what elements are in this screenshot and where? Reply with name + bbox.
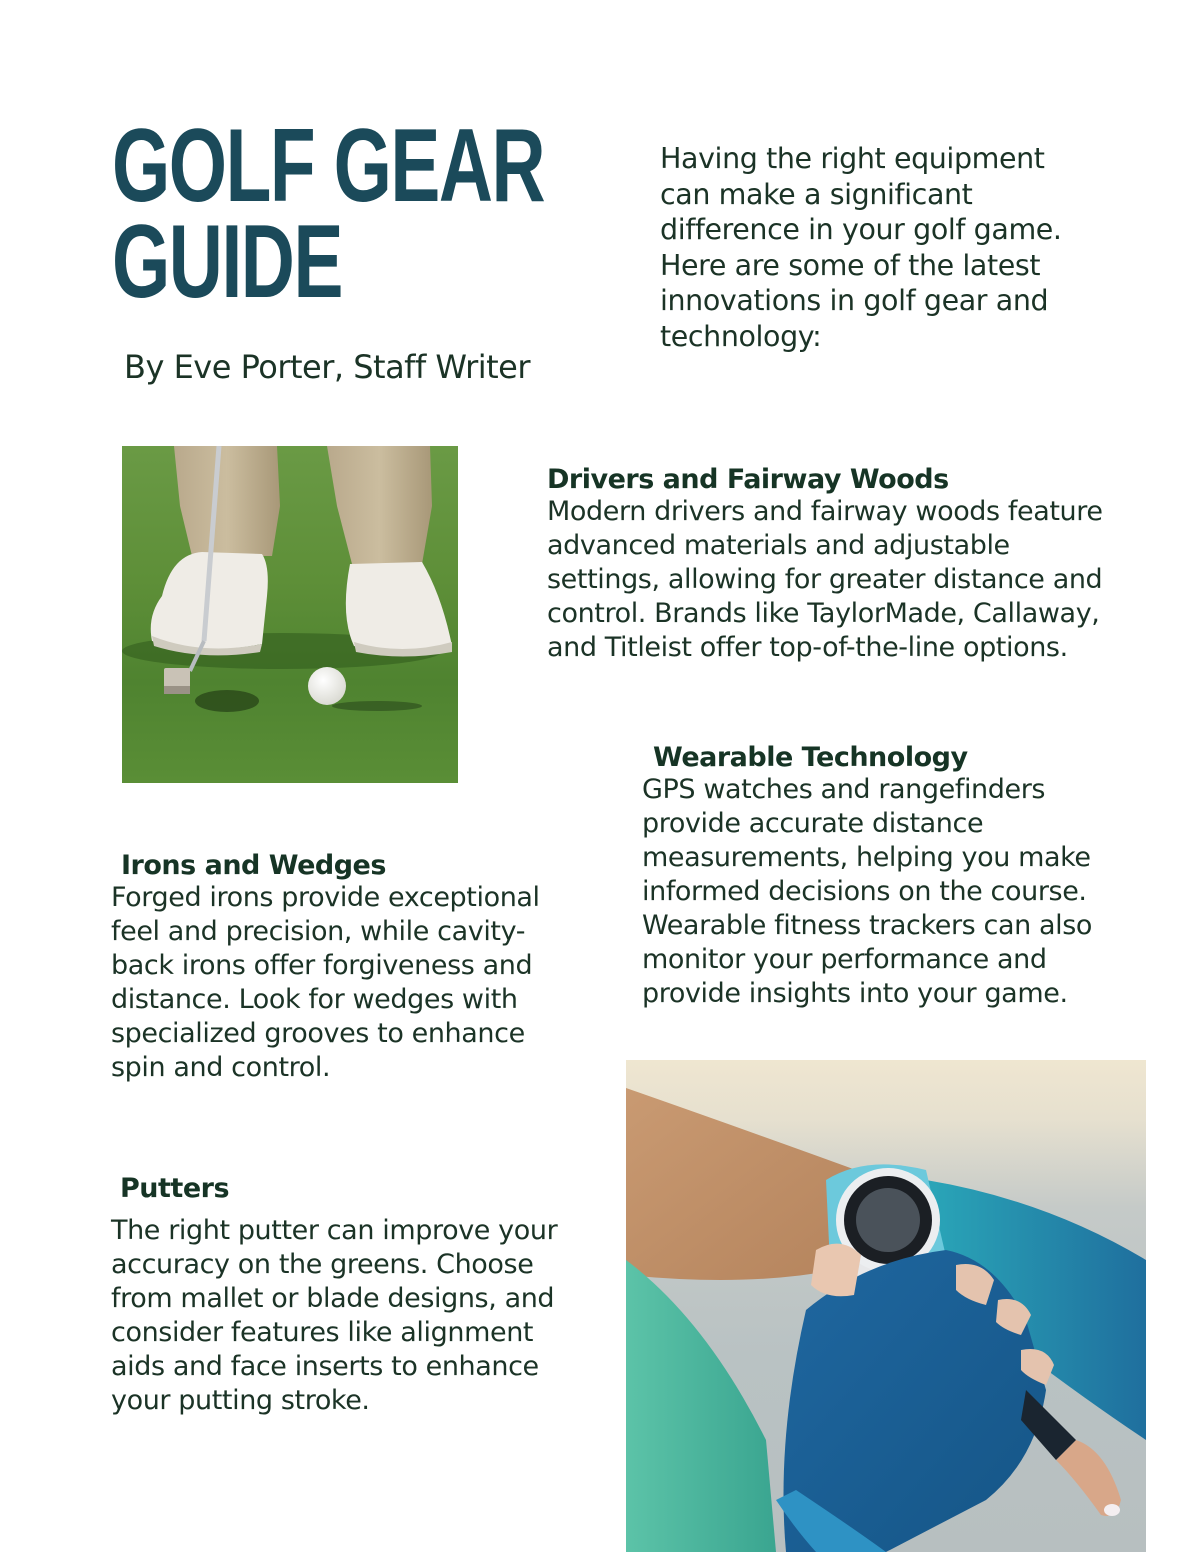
body-line: GPS watches and rangefinders	[642, 774, 1046, 805]
intro-line: innovations in golf gear and	[660, 284, 1049, 317]
body-line: and Titleist offer top-of-the-line options.	[547, 632, 1068, 663]
body-line: provide accurate distance	[642, 808, 984, 839]
title-line-1: GOLF GEAR	[112, 108, 545, 224]
body-line: The right putter can improve your	[111, 1215, 558, 1246]
body-line: from mallet or blade designs, and	[111, 1283, 555, 1314]
section-drivers	[547, 464, 1167, 665]
section-body	[547, 495, 1167, 665]
body-line: monitor your performance and	[642, 944, 1047, 975]
page-title	[112, 108, 545, 320]
section-body	[111, 881, 611, 1085]
section-heading: Wearable Technology	[653, 742, 968, 773]
body-line: advanced materials and adjustable	[547, 530, 1010, 561]
body-line: your putting stroke.	[111, 1385, 370, 1416]
watch-photo-illustration	[626, 1060, 1146, 1552]
intro-line: difference in your golf game.	[660, 213, 1062, 246]
section-body	[111, 1214, 611, 1418]
body-line: consider features like alignment	[111, 1317, 534, 1348]
body-line: control. Brands like TaylorMade, Callaway,	[547, 598, 1100, 629]
body-line: Wearable fitness trackers can also	[642, 910, 1093, 941]
body-line: feel and precision, while cavity-	[111, 916, 526, 947]
section-heading: Drivers and Fairway Woods	[547, 464, 949, 495]
body-line: back irons offer forgiveness and	[111, 950, 533, 981]
intro-line: technology:	[660, 319, 822, 353]
title-line-2: GUIDE	[112, 204, 342, 320]
body-line: spin and control.	[111, 1052, 331, 1083]
intro-line: Here are some of the latest	[660, 248, 1041, 282]
body-line: accuracy on the greens. Choose	[111, 1249, 534, 1280]
golf-photo-illustration	[122, 446, 458, 783]
body-line: distance. Look for wedges with	[111, 984, 518, 1015]
gps-watch-photo	[626, 1060, 1146, 1552]
golf-putting-photo	[122, 446, 458, 783]
intro-line: Having the right equipment	[660, 142, 1045, 175]
section-wearable-technology	[642, 742, 1162, 1011]
body-line: specialized grooves to enhance	[111, 1018, 525, 1049]
body-line: measurements, helping you make	[642, 842, 1091, 873]
body-line: Modern drivers and fairway woods feature	[547, 496, 1103, 527]
intro-line: can make a significant	[660, 177, 973, 211]
body-line: provide insights into your game.	[642, 978, 1068, 1009]
intro-paragraph	[660, 141, 1120, 354]
body-line: Forged irons provide exceptional	[111, 882, 540, 913]
body-line: settings, allowing for greater distance and	[547, 564, 1103, 595]
section-body	[642, 773, 1162, 1011]
section-putters	[111, 1173, 611, 1418]
body-line: informed decisions on the course.	[642, 876, 1087, 907]
body-line: aids and face inserts to enhance	[111, 1351, 539, 1382]
section-heading: Irons and Wedges	[121, 850, 386, 881]
section-irons-and-wedges	[111, 850, 611, 1085]
section-heading: Putters	[120, 1173, 230, 1204]
byline: By Eve Porter, Staff Writer	[124, 348, 531, 386]
